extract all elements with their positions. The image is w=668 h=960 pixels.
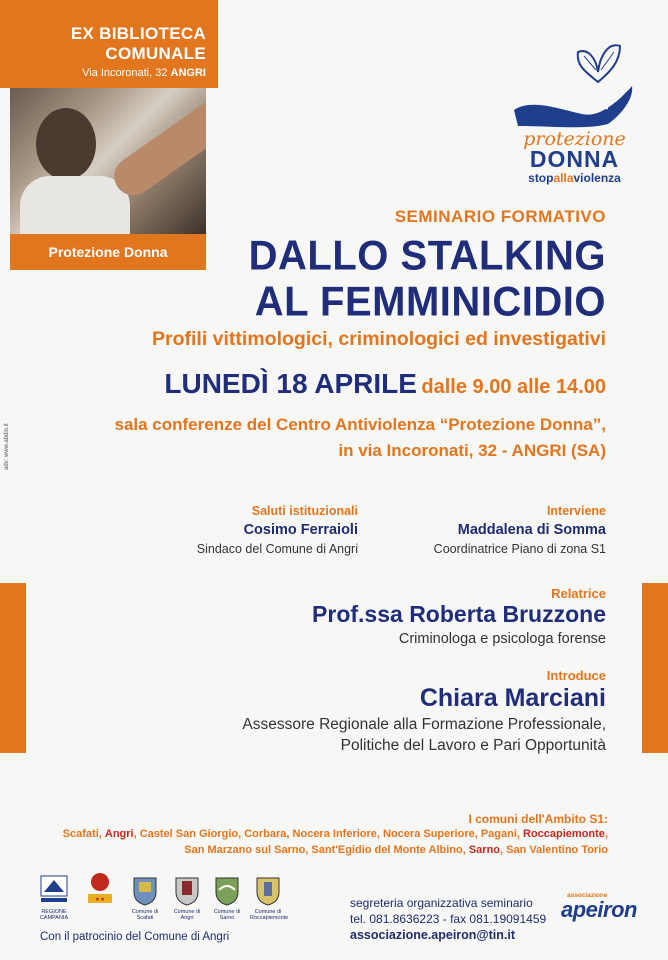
comune-text: , San Valentino Torio [500,844,608,856]
design-credit: adv: www.abdio.it [4,423,10,470]
relatrice-role: Criminologa e psicologa forense [398,631,606,647]
comuni-line2 [184,844,608,856]
protezione-donna-logo [512,40,637,190]
segreteria-email[interactable]: associazione.apeiron@tin.it [350,928,516,942]
crest-angri [173,872,201,906]
crest-caption: Comune di Roccapiemonte [250,909,289,921]
comune-text: Scafati, [62,828,105,840]
crest-caption: REGIONE CAMPANIA [39,909,69,921]
photo-caption: Protezione Donna [10,234,206,270]
interviene-heading: Interviene [546,504,606,518]
comune-text: , Castel San Giorgio, Corbara, Nocera Inferiore, Nocera Superiore, Pagani, [133,828,524,840]
logo-tagline: stopallaviolenza [528,171,621,185]
comune-text: San Marzano sul Sarno, Sant'Egidio del Monte Albino, [184,844,469,856]
relatrice-name: Prof.ssa Roberta Bruzzone [312,601,606,627]
saluti-role: Sindaco del Comune di Angri [196,542,358,556]
event-date-line [164,368,606,400]
crest-sarno [213,872,241,906]
campaign-photo [10,88,206,234]
left-accent-bar [0,583,26,753]
hand-icon [512,80,637,128]
crest-caption: Comune di Sarno [213,909,241,921]
introduce-role-line1: Assessore Regionale alla Formazione Professionale, [242,716,606,733]
event-time: dalle 9.00 alle 14.00 [421,376,606,398]
introduce-role-line2: Politiche del Lavoro e Pari Opportunità [340,737,606,754]
regione-campania-logo [40,872,68,906]
event-location-line1: sala conferenze del Centro Antiviolenza “Protezione Donna”, [114,415,606,434]
logo-protezione: protezione [523,128,626,150]
apeiron-logo: apeiron [561,897,637,922]
venue-line1: EX BIBLIOTECA [70,24,206,43]
crest-roccapiemonte [254,872,282,906]
event-title-line1: DALLO STALKING [248,232,606,280]
apeiron-small-label: associazione [567,892,608,899]
comune-highlight: Angri [104,828,134,840]
event-kicker: SEMINARIO FORMATIVO [394,207,606,226]
venue-line2: COMUNALE [105,44,206,63]
event-date: LUNEDÌ 18 APRILE [164,368,417,399]
segreteria-label: segreteria organizzativa seminario [350,896,533,910]
relatrice-heading: Relatrice [551,586,606,601]
event-subtitle: Profili vittimologici, criminologici ed investigativi [152,328,606,350]
crest-scafati [131,872,159,906]
interviene-role: Coordinatrice Piano di zona S1 [433,542,606,556]
saluti-heading: Saluti istituzionali [251,504,358,518]
rosso-logo [86,872,114,906]
introduce-heading: Introduce [546,668,606,683]
logo-donna: DONNA [529,146,620,172]
event-location-line2: in via Incoronati, 32 - ANGRI (SA) [338,441,606,460]
crest-caption: Comune di Scafati [131,909,159,921]
saluti-name: Cosimo Ferraioli [243,522,358,538]
segreteria-phone: tel. 081.8636223 - fax 081.19091459 [350,912,547,926]
svg-text:★★: ★★ [94,897,106,903]
right-accent-bar [642,583,668,753]
venue-address: Via Incoronati, 32 ANGRI [82,67,206,79]
crest-caption: Comune di Angri [173,909,201,921]
venue-box [0,0,218,88]
comuni-heading: I comuni dell'Ambito S1: [468,812,608,826]
event-title-line2: AL FEMMINICIDIO [254,278,606,326]
introduce-name: Chiara Marciani [419,684,606,712]
interviene-name: Maddalena di Somma [457,522,606,538]
comune-highlight: Roccapiemonte [523,828,605,840]
patrocinio-note: Con il patrocinio del Comune di Angri [40,931,230,943]
comune-highlight: Sarno [468,844,501,856]
comuni-line1 [63,828,608,840]
comune-text: , [604,828,608,840]
